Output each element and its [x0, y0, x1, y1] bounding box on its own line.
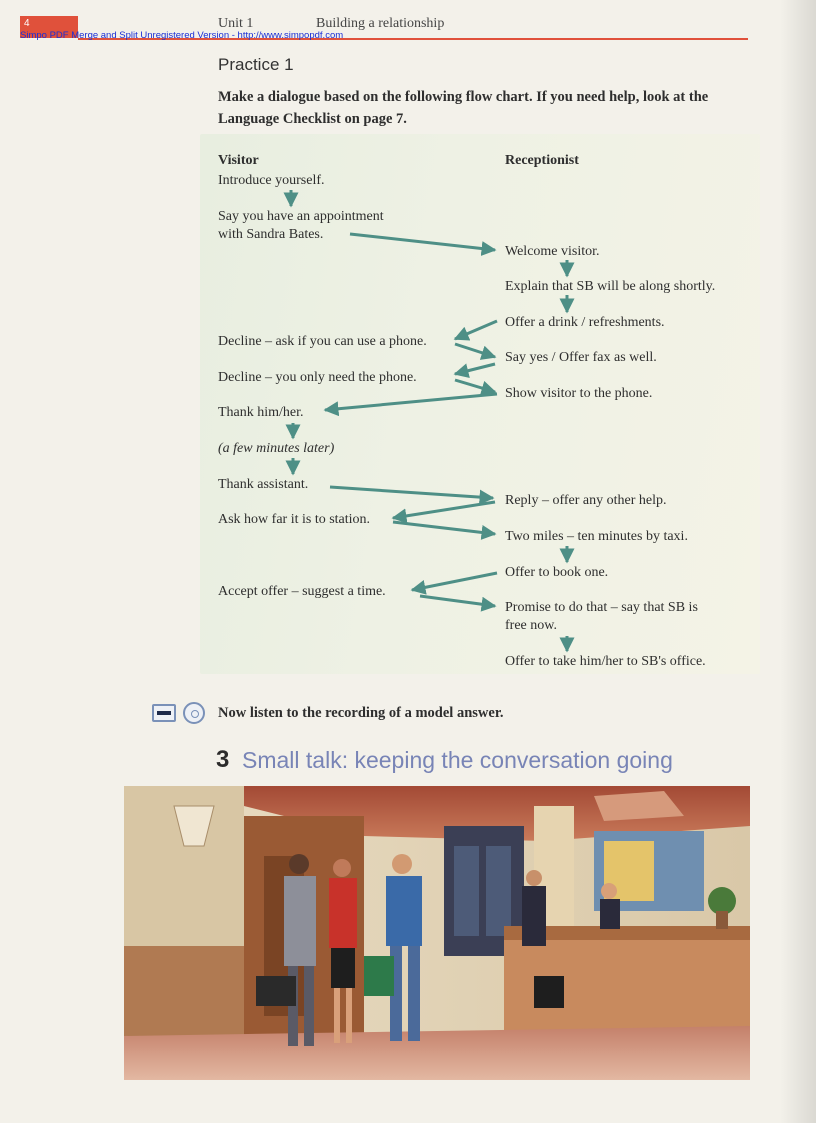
visitor-step-later: (a few minutes later) — [218, 441, 335, 456]
cd-icon[interactable] — [183, 702, 205, 724]
visitor-step-introduce: Introduce yourself. — [218, 173, 325, 188]
listen-instruction: Now listen to the recording of a model answer. — [218, 705, 504, 721]
receptionist-step-reply: Reply – offer any other help. — [505, 493, 667, 508]
visitor-step-appointment-line1: Say you have an appointment — [218, 209, 384, 224]
hotel-lobby-image — [124, 786, 750, 1080]
receptionist-step-welcome: Welcome visitor. — [505, 244, 600, 259]
visitor-step-thank: Thank him/her. — [218, 405, 304, 420]
receptionist-column-header: Receptionist — [505, 153, 579, 168]
page-number: 4 — [24, 18, 30, 29]
unit-title: Building a relationship — [316, 16, 445, 31]
receptionist-step-offer-office: Offer to take him/her to SB's office. — [505, 654, 706, 669]
receptionist-step-say-yes: Say yes / Offer fax as well. — [505, 350, 657, 365]
receptionist-step-promise-line1: Promise to do that – say that SB is — [505, 600, 698, 615]
receptionist-step-offer-drink: Offer a drink / refreshments. — [505, 315, 665, 330]
receptionist-step-offer-book: Offer to book one. — [505, 565, 609, 580]
receptionist-step-promise-line2: free now. — [505, 618, 557, 633]
receptionist-step-show-phone: Show visitor to the phone. — [505, 386, 653, 401]
unit-label: Unit 1 — [218, 16, 254, 31]
receptionist-step-explain: Explain that SB will be along shortly. — [505, 279, 716, 294]
receptionist-step-distance: Two miles – ten minutes by taxi. — [505, 529, 688, 544]
visitor-step-decline-only-phone: Decline – you only need the phone. — [218, 370, 417, 385]
section-number: 3 — [216, 746, 230, 773]
visitor-step-ask-station: Ask how far it is to station. — [218, 512, 371, 527]
visitor-step-appointment-line2: with Sandra Bates. — [218, 227, 324, 242]
page-edge-shadow — [780, 0, 816, 1123]
practice-instruction: Make a dialogue based on the following flow chart. If you need help, look at the Language Checklist on page 7. — [218, 89, 709, 127]
visitor-column-header: Visitor — [218, 153, 259, 168]
practice-heading: Practice 1 — [218, 55, 294, 74]
section-title: Small talk: keeping the conversation going — [242, 747, 673, 773]
visitor-step-decline-phone: Decline – ask if you can use a phone. — [218, 334, 427, 349]
visitor-step-accept-offer: Accept offer – suggest a time. — [218, 584, 386, 599]
hotel-lobby-illustration — [124, 786, 750, 1080]
visitor-step-thank-assistant: Thank assistant. — [218, 477, 309, 492]
cassette-icon[interactable] — [152, 704, 176, 722]
watermark-link[interactable]: Simpo PDF Merge and Split Unregistered Version - http://www.simpopdf.com — [20, 30, 344, 41]
